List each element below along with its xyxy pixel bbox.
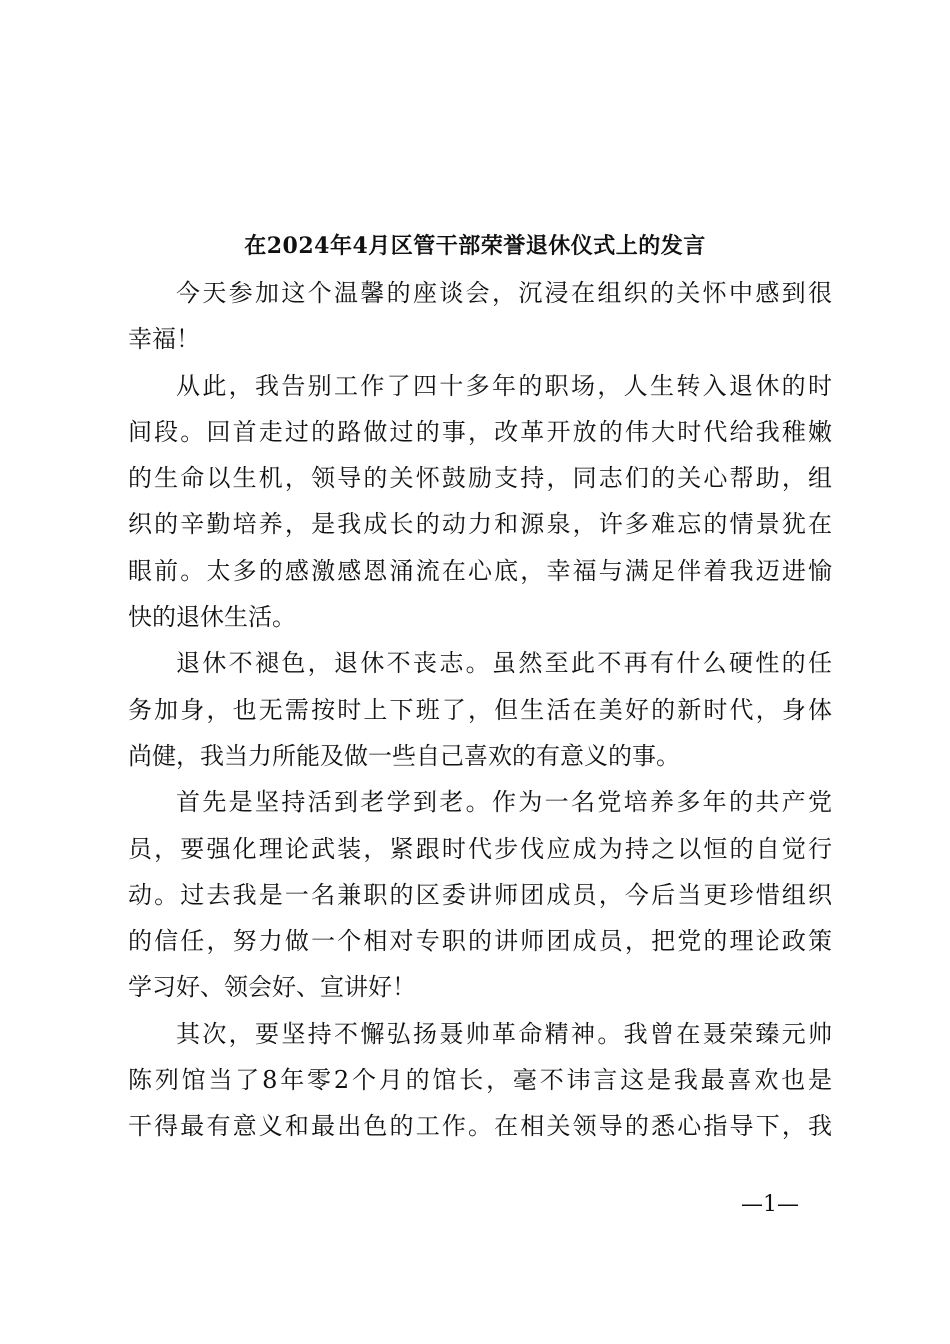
paragraph-line: 间段。回首走过的路做过的事，改革开放的伟大时代给我稚嫩 [128,417,832,446]
paragraph-line: 从此，我告别工作了四十多年的职场，人生转入退休的时 [176,371,832,400]
paragraph-line: 动。过去我是一名兼职的区委讲师团成员，今后当更珍惜组织 [128,880,832,909]
paragraph-1 [128,270,832,363]
paragraph-line: 学习好、领会好、宣讲好！ [128,973,416,1002]
paragraph-line: 尚健，我当力所能及做一些自己喜欢的有意义的事。 [128,741,680,770]
paragraph-line: 干得最有意义和最出色的工作。在相关领导的悉心指导下，我 [128,1112,832,1141]
paragraph-line: 其次，要坚持不懈弘扬聂帅革命精神。我曾在聂荣臻元帅 [176,1019,832,1048]
paragraph-line: 织的辛勤培养，是我成长的动力和源泉，许多难忘的情景犹在 [128,510,832,539]
paragraph-2 [128,363,832,641]
paragraph-4 [128,779,832,1010]
paragraph-line: 幸福！ [128,325,200,354]
document-body [128,270,832,1150]
paragraph-line: 的信任，努力做一个相对专职的讲师团成员，把党的理论政策 [128,927,832,956]
paragraph-3 [128,640,832,779]
paragraph-line: 陈列馆当了8年零2个月的馆长，毫不讳言这是我最喜欢也是 [128,1066,832,1095]
page-number: —1— [741,1192,799,1217]
paragraph-line: 快的退休生活。 [128,603,296,632]
paragraph-line: 的生命以生机，领导的关怀鼓励支持，同志们的关心帮助，组 [128,464,832,493]
document-title: 在2024年4月区管干部荣誉退休仪式上的发言 [244,233,706,259]
paragraph-line: 务加身，也无需按时上下班了，但生活在美好的新时代，身体 [128,695,832,724]
paragraph-line: 首先是坚持活到老学到老。作为一名党培养多年的共产党 [176,788,832,817]
paragraph-line: 眼前。太多的感激感恩涌流在心底，幸福与满足伴着我迈进愉 [128,556,832,585]
paragraph-5 [128,1011,832,1150]
paragraph-line: 退休不褪色，退休不丧志。虽然至此不再有什么硬性的任 [176,649,832,678]
paragraph-line: 员，要强化理论武装，紧跟时代步伐应成为持之以恒的自觉行 [128,834,832,863]
paragraph-line: 今天参加这个温馨的座谈会，沉浸在组织的关怀中感到很 [176,279,832,307]
